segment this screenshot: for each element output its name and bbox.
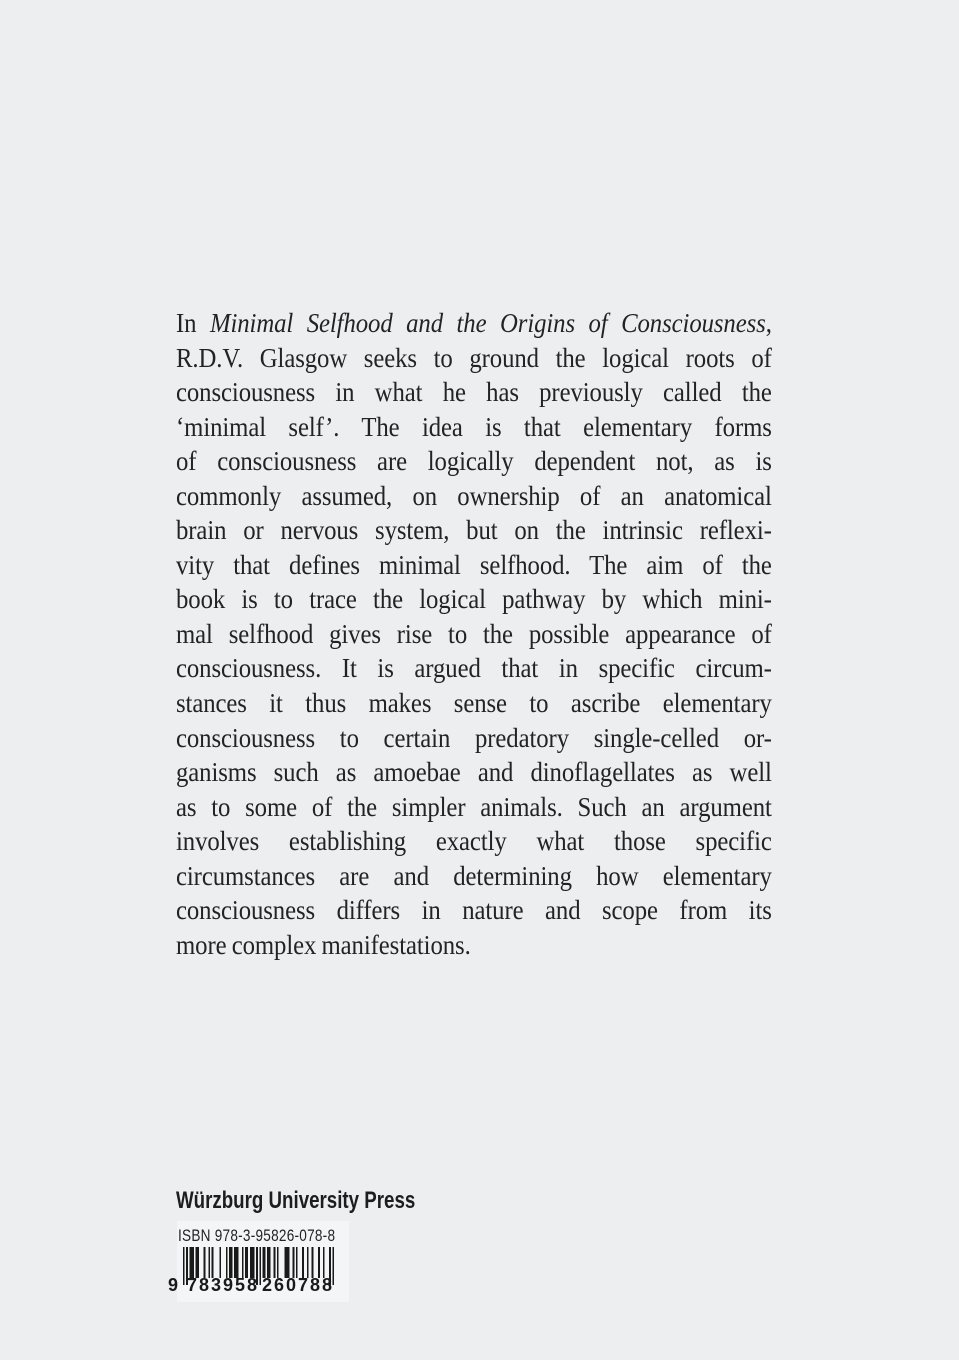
barcode-digit-first: 9 <box>168 1275 179 1295</box>
back-cover-blurb <box>176 306 772 962</box>
blurb-line: ganisms such as amoebae and dinoflagellates as well <box>176 756 772 788</box>
blurb-line: circumstances are and determining how elementary <box>176 859 772 891</box>
blurb-line: of consciousness are logically dependent not, as is <box>176 445 772 477</box>
blurb-line: R.D.V. Glasgow seeks to ground the logical roots of <box>176 341 772 373</box>
blurb-line: involves establishing exactly what those specific <box>176 825 772 857</box>
blurb-line: vity that defines minimal selfhood. The aim of the <box>176 548 772 580</box>
blurb-line: brain or nervous system, but on the intrinsic reflexi- <box>176 514 772 546</box>
ean13-barcode <box>168 1247 348 1297</box>
blurb-line: as to some of the simpler animals. Such an argument <box>176 790 772 822</box>
blurb-line: more complex manifestations. <box>176 928 471 960</box>
barcode-digits-right-group: 260788 <box>261 1275 335 1295</box>
blurb-line: mal selfhood gives rise to the possible appearance of <box>176 617 772 649</box>
blurb-line: consciousness. It is argued that in specific circum- <box>176 652 772 684</box>
blurb-line: commonly assumed, on ownership of an anatomical <box>176 479 772 511</box>
blurb-line: consciousness in what he has previously called the <box>176 376 772 408</box>
blurb-line: consciousness to certain predatory single-celled or- <box>176 721 772 753</box>
blurb-line: book is to trace the logical pathway by which mini- <box>176 583 772 615</box>
blurb-line: ‘minimal self’. The idea is that elementary forms <box>176 410 772 442</box>
barcode-digits-left-group: 783958 <box>186 1275 260 1295</box>
blurb-line: consciousness differs in nature and scope from its <box>176 894 772 926</box>
blurb-line: In Minimal Selfhood and the Origins of Consciousness, <box>176 307 772 338</box>
publisher-name: Würzburg University Press <box>176 1187 416 1214</box>
blurb-line: stances it thus makes sense to ascribe elementary <box>176 687 772 719</box>
isbn-text: ISBN 978-3-95826-078-8 <box>178 1226 336 1245</box>
